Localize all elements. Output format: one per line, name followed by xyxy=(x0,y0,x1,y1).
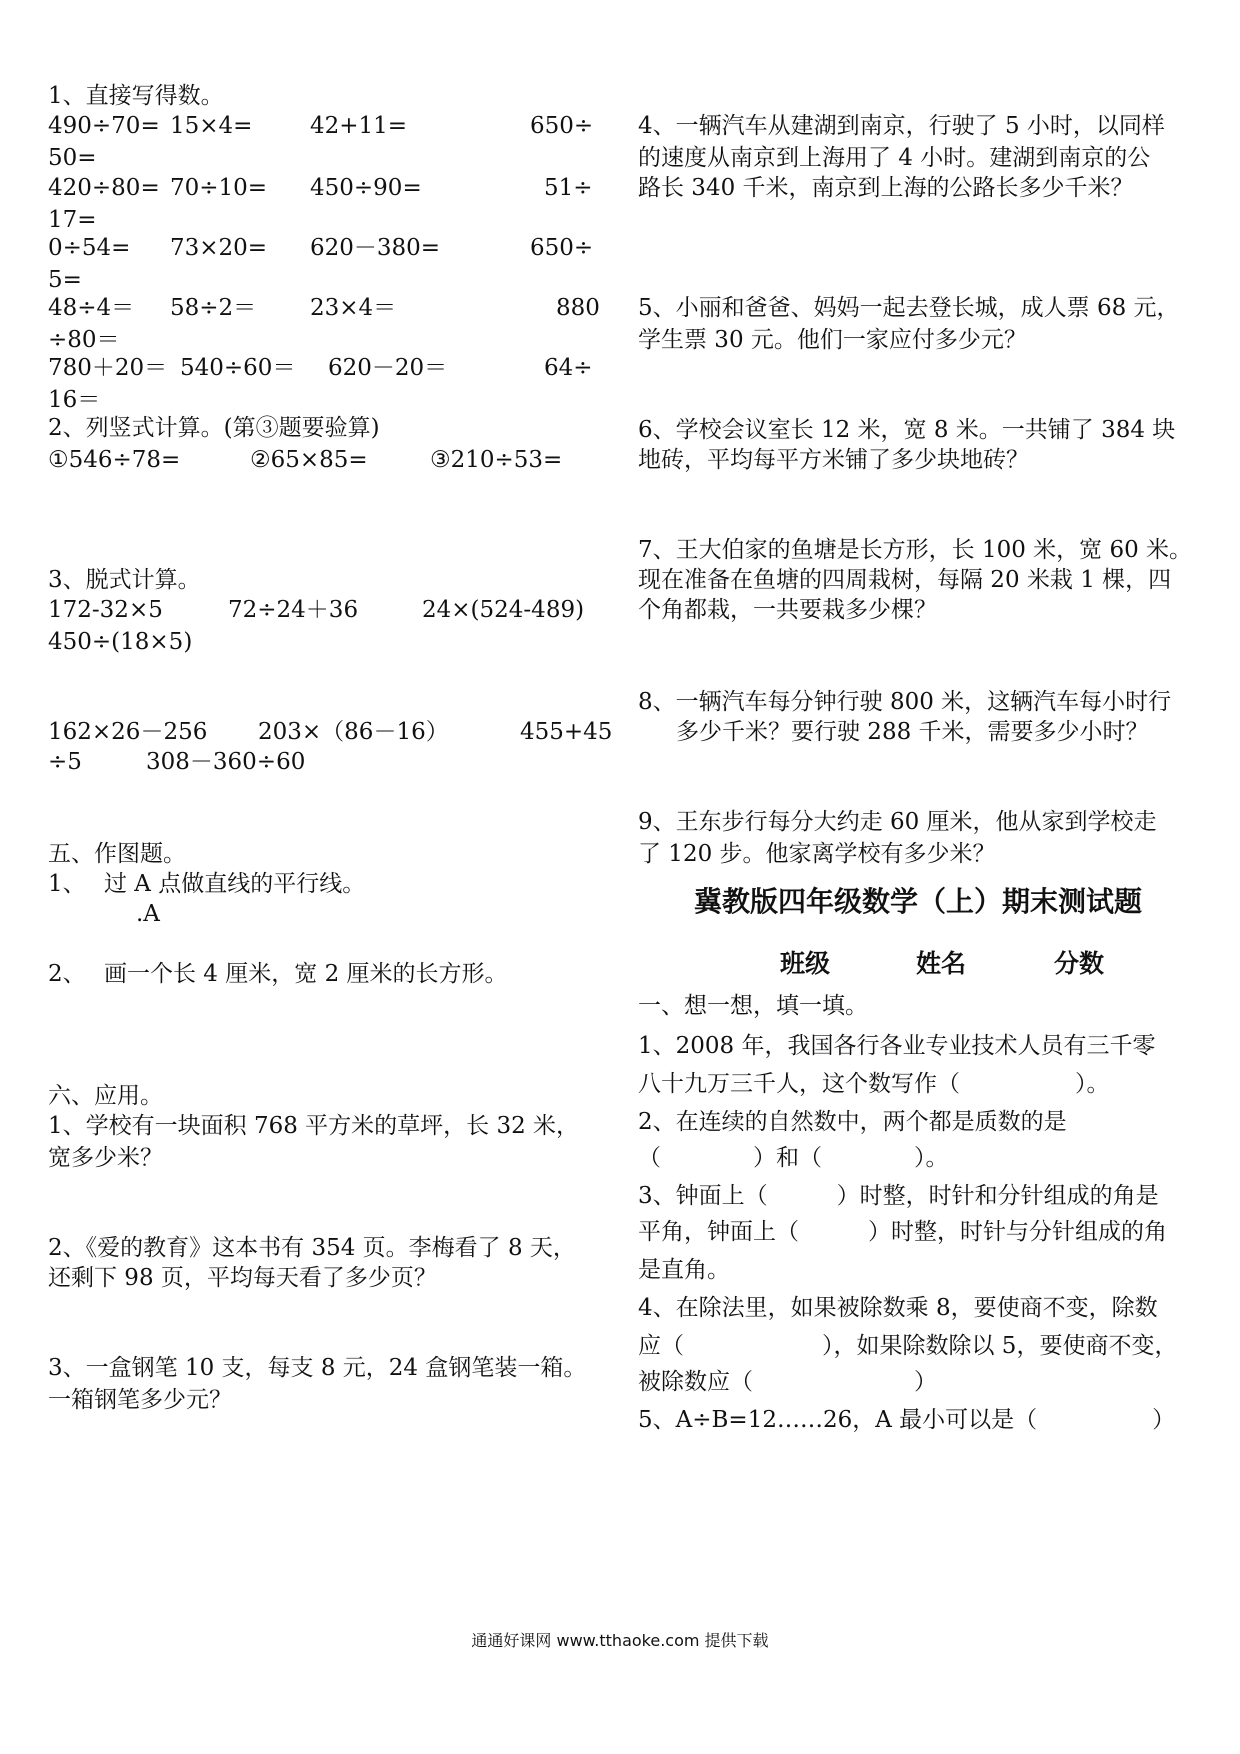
stepwise-calc-item: 455+45 xyxy=(520,719,613,745)
drawing-question xyxy=(48,868,600,900)
stepwise-calc-row xyxy=(48,594,600,626)
oral-calc-item: 42+11= xyxy=(310,113,408,139)
vertical-calc-item: ②65×85= xyxy=(250,447,368,473)
word-problem-line: 一箱钢笔多少元？ xyxy=(48,1387,232,1413)
fill-blank-line: 八十九万三千人，这个数写作（ ）。 xyxy=(638,1071,1110,1097)
oral-calc-item: 650÷ xyxy=(530,235,594,261)
oral-calc-item: 620－20＝ xyxy=(328,355,448,381)
question-number: 1、 xyxy=(48,871,86,897)
word-problem-line: 6、学校会议室长 12 米，宽 8 米。一共铺了 384 块 xyxy=(638,417,1176,443)
oral-calc-item: 51÷ xyxy=(544,175,593,201)
word-problem-line: 路长 340 千米，南京到上海的公路长多少千米？ xyxy=(638,175,1134,201)
vertical-calc-row xyxy=(48,444,600,476)
stepwise-calc-item: 24×(524-489) xyxy=(422,597,585,623)
word-problem-line: 个角都栽，一共要栽多少棵？ xyxy=(638,597,937,623)
oral-calc-wrap: 17= xyxy=(48,207,97,233)
word-problem-line: 1、学校有一块面积 768 平方米的草坪，长 32 米， xyxy=(48,1113,580,1139)
word-problem-line: 现在准备在鱼塘的四周栽树，每隔 20 米栽 1 棵，四 xyxy=(638,567,1172,593)
stepwise-calc-item: 162×26－256 xyxy=(48,719,208,745)
oral-calc-row xyxy=(48,232,600,264)
oral-calc-item: 620－380= xyxy=(310,235,441,261)
word-problem-line: 多少千米？要行驶 288 千米，需要多少小时？ xyxy=(676,719,1149,745)
word-problem-line: 8、一辆汽车每分钟行驶 800 米，这辆汽车每小时行 xyxy=(638,689,1172,715)
word-problem-line: 7、王大伯家的鱼塘是长方形，长 100 米，宽 60 米。 xyxy=(638,537,1193,563)
fill-blank-line: 被除数应（ ） xyxy=(638,1369,937,1395)
stepwise-calc-item: 450÷(18×5) xyxy=(48,629,193,655)
question-text: 过 A 点做直线的平行线。 xyxy=(104,871,366,897)
stepwise-calc-item: 308－360÷60 xyxy=(146,749,306,775)
fill-blank-line: （ ）和（ ）。 xyxy=(638,1145,949,1171)
oral-calc-row xyxy=(48,352,600,384)
fill-blank-line: 2、在连续的自然数中，两个都是质数的是 xyxy=(638,1109,1067,1135)
oral-calc-item: 73×20= xyxy=(170,235,268,261)
section-6-heading: 六、应用。 xyxy=(48,1083,163,1109)
right-column xyxy=(638,0,1198,1620)
fill-blank-line: 1、2008 年，我国各行各业专业技术人员有三千零 xyxy=(638,1033,1156,1059)
oral-calc-item: 780＋20＝ xyxy=(48,355,168,381)
fill-blank-line: 是直角。 xyxy=(638,1257,730,1283)
stepwise-calc-item: 172-32×5 xyxy=(48,597,163,623)
word-problem-line: 2、《爱的教育》这本书有 354 页。李梅看了 8 天， xyxy=(48,1235,576,1261)
oral-calc-row xyxy=(48,172,600,204)
class-label: 班级 xyxy=(780,949,831,978)
section-5-heading: 五、作图题。 xyxy=(48,841,186,867)
word-problem-line: 的速度从南京到上海用了 4 小时。建湖到南京的公 xyxy=(638,145,1151,171)
stepwise-calc-row xyxy=(48,746,600,778)
score-label: 分数 xyxy=(1054,949,1105,978)
name-label: 姓名 xyxy=(916,949,967,978)
oral-calc-wrap: ÷80＝ xyxy=(48,327,120,353)
oral-calc-item: 15×4= xyxy=(170,113,253,139)
fill-blank-line: 4、在除法里，如果被除数乘 8，要使商不变，除数 xyxy=(638,1295,1158,1321)
oral-calc-row xyxy=(48,292,600,324)
point-a-label: .A xyxy=(136,901,160,927)
fill-blank-line: 平角，钟面上（ ）时整，时针与分针组成的角 xyxy=(638,1219,1167,1245)
oral-calc-item: 70÷10= xyxy=(170,175,268,201)
oral-calc-item: 0÷54= xyxy=(48,235,131,261)
oral-calc-wrap: 5= xyxy=(48,267,82,293)
stepwise-calc-item: 203×（86－16） xyxy=(258,719,449,745)
section-2-heading: 2、列竖式计算。(第③题要验算) xyxy=(48,415,380,441)
oral-calc-item: 58÷2＝ xyxy=(170,295,257,321)
oral-calc-row xyxy=(48,110,600,142)
question-text: 画一个长 4 厘米，宽 2 厘米的长方形。 xyxy=(104,961,508,987)
stepwise-calc-item: 72÷24＋36 xyxy=(228,597,359,623)
stepwise-calc-item: ÷5 xyxy=(48,749,82,775)
left-column xyxy=(48,0,613,1620)
word-problem-line: 4、一辆汽车从建湖到南京，行驶了 5 小时，以同样 xyxy=(638,113,1165,139)
vertical-calc-item: ①546÷78= xyxy=(48,447,181,473)
fill-blank-line: 应（ ），如果除数除以 5，要使商不变， xyxy=(638,1333,1178,1359)
oral-calc-item: 420÷80= xyxy=(48,175,160,201)
vertical-calc-item: ③210÷53= xyxy=(430,447,563,473)
word-problem-line: 宽多少米？ xyxy=(48,1145,163,1171)
section-3-heading: 3、脱式计算。 xyxy=(48,567,201,593)
oral-calc-item: 540÷60＝ xyxy=(180,355,296,381)
question-number: 2、 xyxy=(48,961,86,987)
oral-calc-item: 48÷4＝ xyxy=(48,295,135,321)
word-problem-line: 地砖，平均每平方米铺了多少块地砖？ xyxy=(638,447,1029,473)
word-problem-line: 学生票 30 元。他们一家应付多少元？ xyxy=(638,327,1027,353)
section-1-heading: 1、直接写得数。 xyxy=(48,83,224,109)
oral-calc-item: 490÷70= xyxy=(48,113,160,139)
stepwise-calc-row xyxy=(48,716,613,748)
oral-calc-wrap: 50= xyxy=(48,145,97,171)
exam-title: 冀教版四年级数学（上）期末测试题 xyxy=(693,885,1142,918)
word-problem-line: 了 120 步。他家离学校有多少米？ xyxy=(638,841,996,867)
fill-section-heading: 一、想一想，填一填。 xyxy=(638,993,868,1019)
oral-calc-item: 23×4＝ xyxy=(310,295,397,321)
word-problem-line: 9、王东步行每分大约走 60 厘米，他从家到学校走 xyxy=(638,809,1157,835)
footer-credit: 通通好课网 www.tthaoke.com 提供下载 xyxy=(471,1631,769,1650)
oral-calc-wrap: 16＝ xyxy=(48,387,101,413)
drawing-question xyxy=(48,958,600,990)
word-problem-line: 3、一盒钢笔 10 支，每支 8 元，24 盒钢笔装一箱。 xyxy=(48,1355,587,1381)
oral-calc-item: 650÷ xyxy=(530,113,594,139)
oral-calc-item: 64÷ xyxy=(544,355,593,381)
word-problem-line: 5、小丽和爸爸、妈妈一起去登长城，成人票 68 元， xyxy=(638,295,1180,321)
oral-calc-item: 880 xyxy=(556,295,600,321)
oral-calc-item: 450÷90= xyxy=(310,175,422,201)
word-problem-line: 还剩下 98 页，平均每天看了多少页？ xyxy=(48,1265,437,1291)
fill-blank-line: 3、钟面上（ ）时整，时针和分针组成的角是 xyxy=(638,1183,1159,1209)
fill-blank-line: 5、A÷B=12……26，A 最小可以是（ ） xyxy=(638,1407,1176,1433)
